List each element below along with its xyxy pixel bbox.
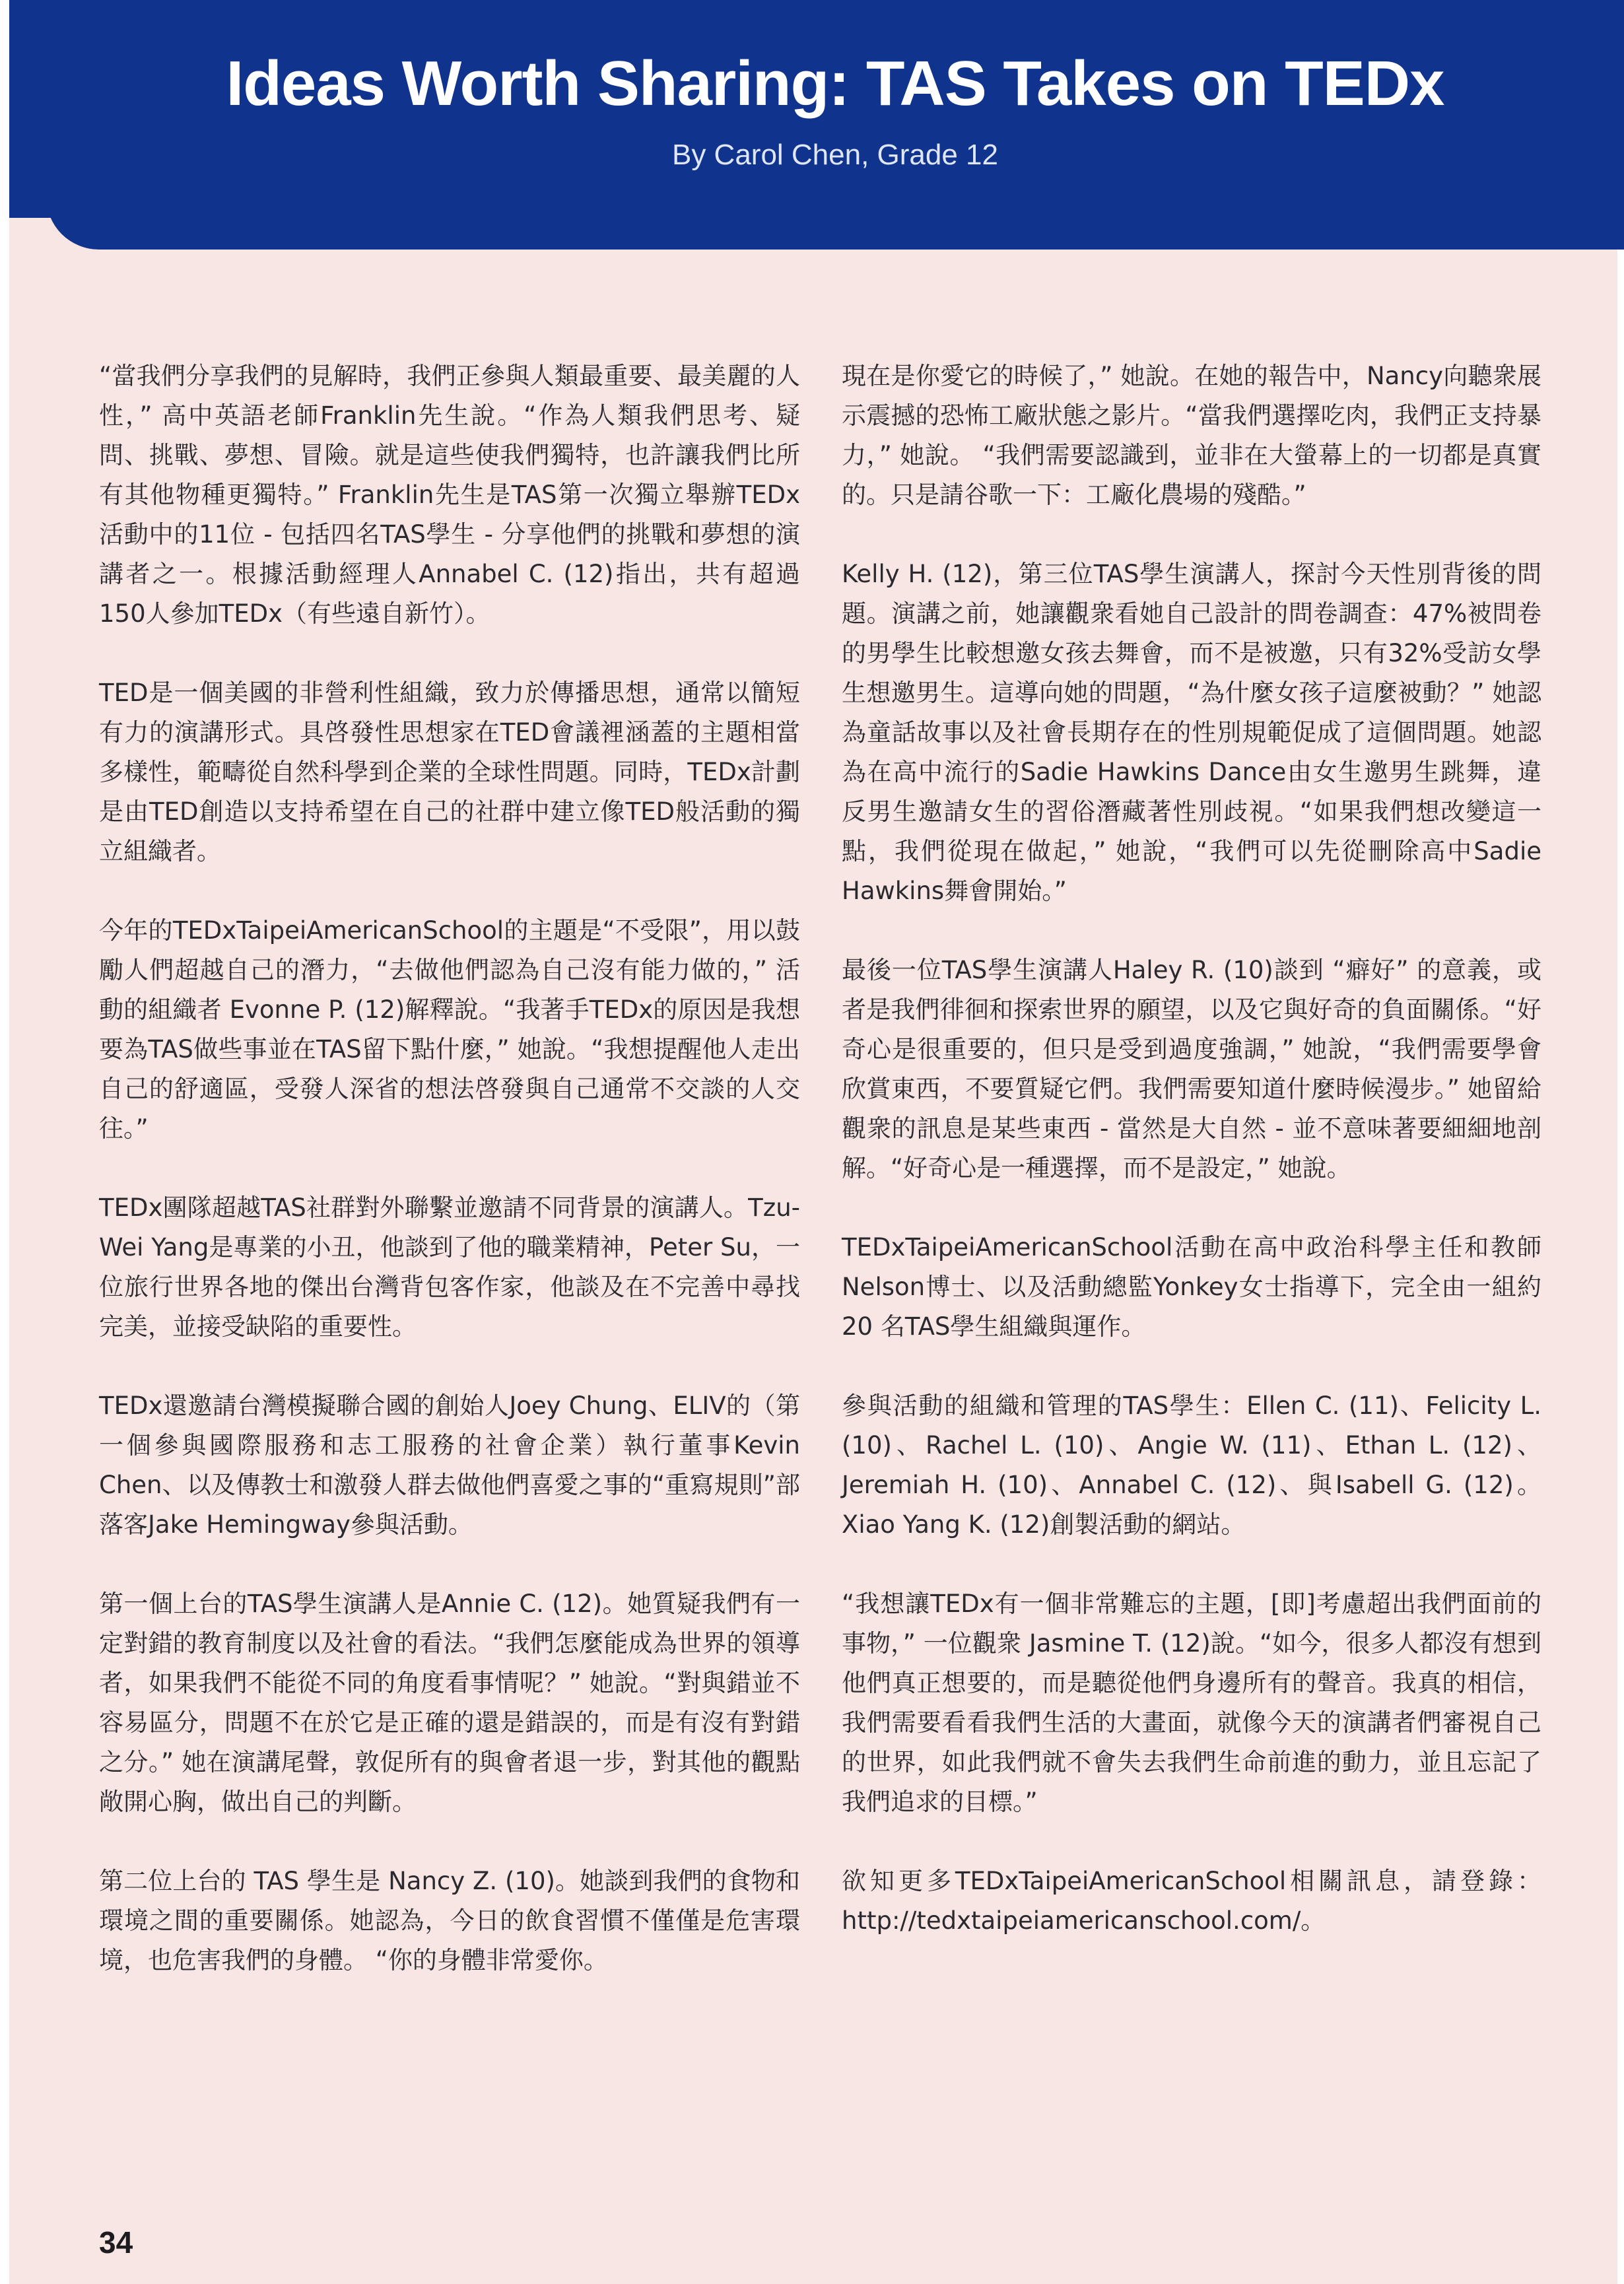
byline: By Carol Chen, Grade 12 xyxy=(671,139,999,171)
scan-edge-left xyxy=(0,0,9,2284)
paragraph: 參與活動的組織和管理的TAS學生：Ellen C. (11)、Felicity L. (10)、Rachel L. (10)、Angie W. (11)、Ethan L. (12)、Jeremiah H. (10)、Annabel C. (12)、與Isabell G. (12)。Xiao Yang K. (12)創製活動的網站。 xyxy=(842,1392,1541,1539)
paragraph: “當我們分享我們的見解時，我們正參與人類最重要、最美麗的人性，” 高中英語老師Franklin先生說。“作為人類我們思考、疑問、挑戰、夢想、冒險。就是這些使我們獨特，也許讓我們比所有其他物種更獨特。” Franklin先生是TAS第一次獨立舉辦TEDx活動中的11位 - 包括四名TAS學生 - 分享他們的挑戰和夢想的演講者之一。根據活動經理人Annabel C. (12)指出，共有超過150人參加TEDx（有些遠自新竹）。 xyxy=(99,362,800,628)
paragraph: TEDxTaipeiAmericanSchool活動在高中政治科學主任和教師Nelson博士、以及活動總監Yonkey女士指導下，完全由一組約20 名TAS學生組織與運作。 xyxy=(842,1233,1541,1341)
right-column xyxy=(842,356,1541,1980)
paragraph: TEDx還邀請台灣模擬聯合國的創始人Joey Chung、ELIV的（第一個參與國際服務和志工服務的社會企業）執行董事Kevin Chen、以及傳教士和激發人群去做他們喜愛之事的“重寫規則”部落客Jake Hemingway參與活動。 xyxy=(99,1392,800,1539)
left-column xyxy=(99,356,800,2020)
page-number: 34 xyxy=(99,2225,133,2260)
paragraph: TED是一個美國的非營利性組織，致力於傳播思想，通常以簡短有力的演講形式。具啓發性思想家在TED會議裡涵蓋的主題相當多樣性，範疇從自然科學到企業的全球性問題。同時，TEDx計劃是由TED創造以支持希望在自己的社群中建立像TED般活動的獨立組織者。 xyxy=(99,679,800,865)
paragraph: 第一個上台的TAS學生演講人是Annie C. (12)。她質疑我們有一定對錯的教育制度以及社會的看法。“我們怎麼能成為世界的領導者，如果我們不能從不同的角度看事情呢？” 她說。“對與錯並不容易區分，問題不在於它是正確的還是錯誤的，而是有沒有對錯之分。” 她在演講尾聲，敦促所有的與會者退一步，對其他的觀點敞開心胸，做出自己的判斷。 xyxy=(99,1590,800,1816)
paragraph: Kelly H. (12)，第三位TAS學生演講人，探討今天性別背後的問題。演講之前，她讓觀衆看她自己設計的問卷調查：47%被問卷的男學生比較想邀女孩去舞會，而不是被邀，只有32%受訪女學生想邀男生。這導向她的問題，“為什麼女孩子這麼被動？” 她認為童話故事以及社會長期存在的性別規範促成了這個問題。她認為在高中流行的Sadie Hawkins Dance由女生邀男生跳舞，違反男生邀請女生的習俗潛藏著性別歧視。“如果我們想改變這一點，我們從現在做起，” 她說，“我們可以先從刪除高中Sadie Hawkins舞會開始。” xyxy=(842,560,1541,905)
article-title: Ideas Worth Sharing: TAS Takes on TEDx xyxy=(226,48,1444,119)
paragraph: 欲知更多TEDxTaipeiAmericanSchool相關訊息，請登錄：http://tedxtaipeiamericanschool.com/。 xyxy=(842,1867,1541,1935)
paragraph: 最後一位TAS學生演講人Haley R. (10)談到 “癖好” 的意義，或者是我們徘徊和探索世界的願望，以及它與好奇的負面關係。“好奇心是很重要的，但只是受到過度強調，” 她說，“我們需要學會欣賞東西，不要質疑它們。我們需要知道什麼時候漫步。” 她留給觀衆的訊息是某些東西 - 當然是大自然 - 並不意味著要細細地剖解。“好奇心是一種選擇，而不是設定，” 她說。 xyxy=(842,956,1541,1182)
paragraph: TEDx團隊超越TAS社群對外聯繫並邀請不同背景的演講人。Tzu-Wei Yang是專業的小丑，他談到了他的職業精神，Peter Su，一位旅行世界各地的傑出台灣背包客作家，他談及在不完善中尋找完美，並接受缺陷的重要性。 xyxy=(99,1193,800,1341)
header-banner xyxy=(46,0,1624,250)
paragraph: 現在是你愛它的時候了，” 她說。在她的報告中，Nancy向聽衆展示震撼的恐怖工廠狀態之影片。“當我們選擇吃肉，我們正支持暴力，” 她說。 “我們需要認識到，並非在大螢幕上的一切都是真實的。只是請谷歌一下：工廠化農場的殘酷。” xyxy=(842,362,1541,509)
scan-edge-right xyxy=(1617,0,1624,2284)
paragraph: “我想讓TEDx有一個非常難忘的主題，[即]考慮超出我們面前的事物，” 一位觀衆 Jasmine T. (12)說。“如今，很多人都沒有想到他們真正想要的，而是聽從他們身邊所有的聲音。我真的相信，我們需要看看我們生活的大畫面，就像今天的演講者們審視自己的世界，如此我們就不會失去我們生命前進的動力，並且忘記了我們追求的目標。” xyxy=(842,1590,1541,1816)
paragraph: 今年的TEDxTaipeiAmericanSchool的主題是“不受限”，用以鼓勵人們超越自己的潛力，“去做他們認為自己沒有能力做的，” 活動的組織者 Evonne P. (12)解釋說。“我著手TEDx的原因是我想要為TAS做些事並在TAS留下點什麼，” 她說。“我想提醒他人走出自己的舒適區，受發人深省的想法啓發與自己通常不交談的人交往。” xyxy=(99,916,800,1143)
paragraph: 第二位上台的 TAS 學生是 Nancy Z. (10)。她談到我們的食物和環境之間的重要關係。她認為，今日的飲食習慣不僅僅是危害環境，也危害我們的身體。 “你的身體非常愛你。 xyxy=(99,1867,800,1974)
